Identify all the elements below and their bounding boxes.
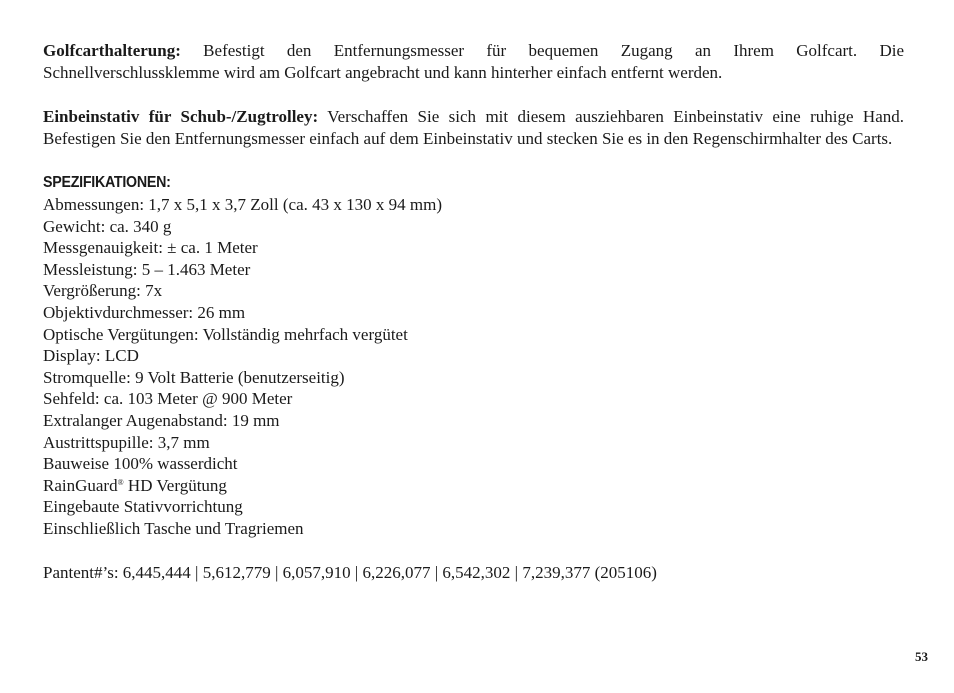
registered-mark: ® bbox=[117, 477, 124, 487]
document-page bbox=[43, 40, 904, 584]
spec-item: Vergrößerung: 7x bbox=[43, 281, 163, 301]
spec-item: Extralanger Augenabstand: 19 mm bbox=[43, 410, 280, 430]
tripod-label: Einbeinstativ für Schub-/Zugtrolley: bbox=[43, 107, 319, 126]
specs-list bbox=[43, 194, 904, 540]
spec-item-rainguard bbox=[43, 475, 904, 497]
rainguard-suffix: HD Vergütung bbox=[123, 475, 227, 495]
spacer bbox=[43, 540, 904, 562]
page-number: 53 bbox=[915, 649, 928, 664]
spec-item: Objektivdurchmesser: 26 mm bbox=[43, 302, 246, 322]
patents-line: Pantent#’s: 6,445,444 | 5,612,779 | 6,057,910 | 6,226,077 | 6,542,302 | 7,239,377 (205106) bbox=[43, 562, 657, 582]
specs-heading: SPEZIFIKATIONEN: bbox=[43, 174, 171, 191]
spec-item: Bauweise 100% wasserdicht bbox=[43, 454, 238, 474]
golfcart-text: Befestigt den Entfernungsmesser für bequemen Zugang an Ihrem Golfcart. Die Schnellverschlussklemme wird am Golfcart angebracht und kann hinterher einfach entfernt werden. bbox=[43, 41, 904, 82]
golfcart-label: Golfcarthalterung: bbox=[43, 41, 181, 60]
rainguard-name: RainGuard bbox=[43, 475, 118, 495]
golfcart-paragraph bbox=[43, 40, 904, 84]
spec-item: Sehfeld: ca. 103 Meter @ 900 Meter bbox=[43, 389, 293, 409]
spec-item: Eingebaute Stativvorrichtung bbox=[43, 497, 243, 517]
tripod-paragraph bbox=[43, 106, 904, 150]
spec-item: Austrittspupille: 3,7 mm bbox=[43, 432, 210, 452]
spec-item: Abmessungen: 1,7 x 5,1 x 3,7 Zoll (ca. 43 x 130 x 94 mm) bbox=[43, 195, 442, 214]
spec-item: Display: LCD bbox=[43, 346, 139, 366]
spec-item: Messgenauigkeit: ± ca. 1 Meter bbox=[43, 238, 258, 258]
spec-item: Stromquelle: 9 Volt Batterie (benutzerseitig) bbox=[43, 367, 345, 387]
spacer bbox=[43, 150, 904, 172]
spacer bbox=[43, 84, 904, 106]
spec-item: Gewicht: ca. 340 g bbox=[43, 216, 172, 236]
spec-item: Messleistung: 5 – 1.463 Meter bbox=[43, 259, 251, 279]
spec-item: Einschließlich Tasche und Tragriemen bbox=[43, 518, 304, 538]
tripod-text: Verschaffen Sie sich mit diesem ausziehbaren Einbeinstativ eine ruhige Hand. Befestigen Sie den Entfernungsmesser einfach auf dem Einbeinstativ und stecken Sie es in den Regenschirmhalter des Carts. bbox=[43, 107, 904, 148]
spec-item: Optische Vergütungen: Vollständig mehrfach vergütet bbox=[43, 324, 408, 344]
